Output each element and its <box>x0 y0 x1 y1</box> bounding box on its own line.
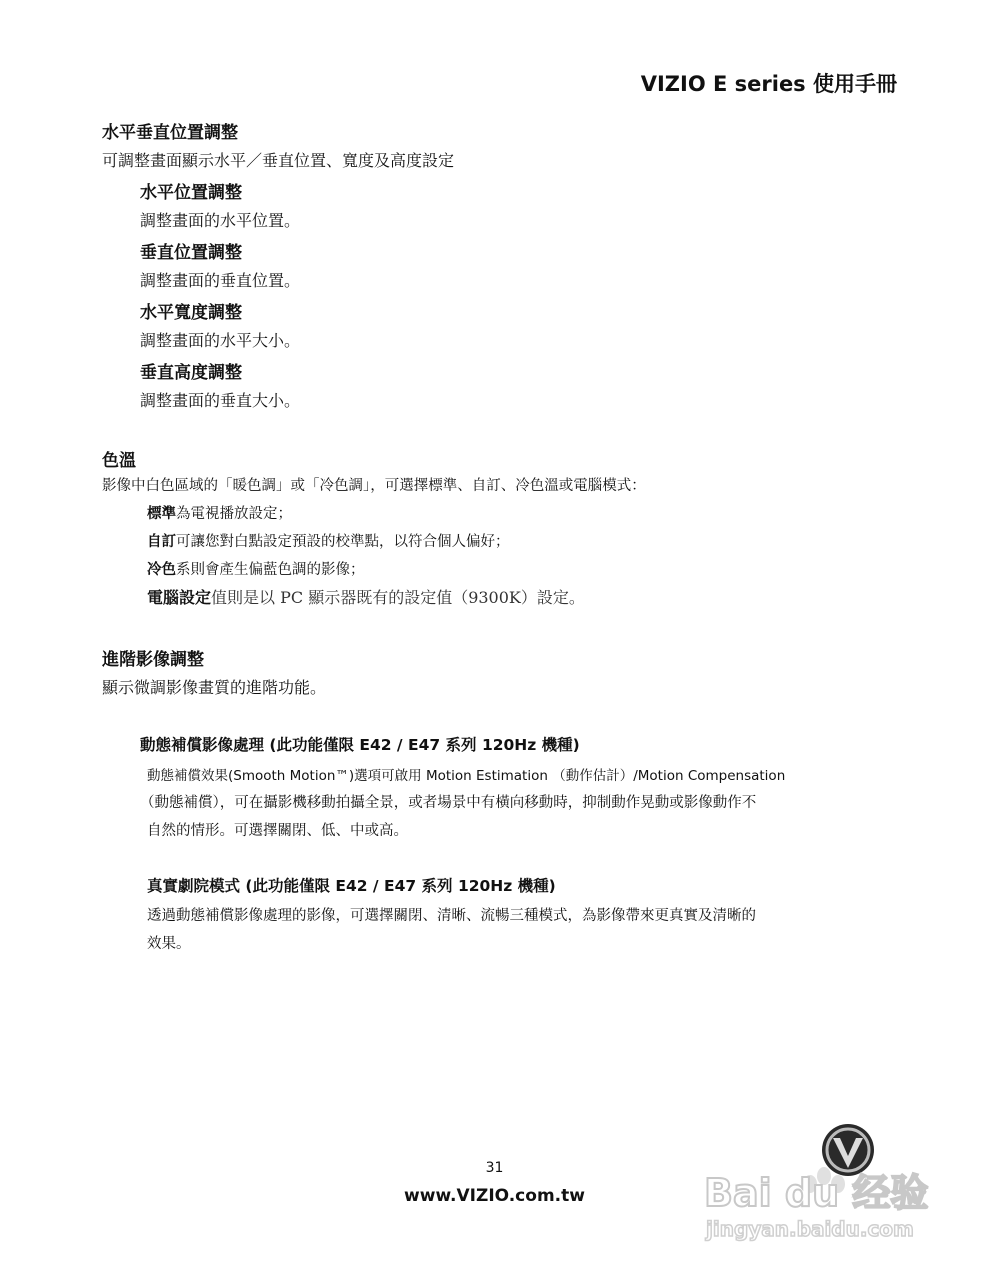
color-temp-desc: 影像中白色區域的「暖色調」或「冷色調」，可選擇標準、自訂、冷色溫或電腦模式： <box>102 478 646 494</box>
motion-line-3: 自然的情形。可選擇關閉、低、中或高。 <box>147 823 408 839</box>
v-height-desc: 調整畫面的垂直大小。 <box>140 391 301 410</box>
h-position-title: 水平位置調整 <box>140 183 242 203</box>
text-computer: 值則是以 PC 顯示器既有的設定值（9300K）設定。 <box>211 588 585 607</box>
advanced-desc: 顯示微調影像畫質的進階功能。 <box>102 678 327 697</box>
term-standard: 標準 <box>147 506 176 522</box>
motion-title: 動態補償影像處理 (此功能僅限 E42 / E47 系列 120Hz 機種) <box>140 736 580 754</box>
color-temp-item-standard <box>147 502 292 523</box>
cinema-title: 真實劇院模式 (此功能僅限 E42 / E47 系列 120Hz 機種) <box>147 877 556 895</box>
header-title: VIZIO E series 使用手冊 <box>640 72 897 96</box>
term-computer: 電腦設定 <box>147 588 212 607</box>
h-position-desc: 調整畫面的水平位置。 <box>140 211 301 230</box>
color-temp-item-custom <box>147 530 510 551</box>
baidu-watermark <box>700 1118 940 1248</box>
h-width-title: 水平寬度調整 <box>140 303 242 323</box>
footer-url: www.VIZIO.com.tw <box>404 1186 585 1206</box>
v-height-title: 垂直高度調整 <box>140 363 242 383</box>
text-standard: 為電視播放設定； <box>176 506 292 522</box>
position-heading: 水平垂直位置調整 <box>102 123 238 143</box>
color-temp-item-computer <box>147 585 585 608</box>
watermark-brand: Bai du 经验 <box>704 1171 929 1215</box>
watermark-url: jingyan.baidu.com <box>706 1217 914 1241</box>
term-custom: 自訂 <box>147 534 176 550</box>
page-number: 31 <box>485 1160 504 1176</box>
cinema-line-2: 效果。 <box>147 936 191 952</box>
baidu-logo-icon <box>700 1118 940 1248</box>
advanced-heading: 進階影像調整 <box>102 650 204 670</box>
motion-line-2: （動態補償），可在攝影機移動拍攝全景，或者場景中有橫向移動時，抑制動作晃動或影像動作不 <box>140 795 757 811</box>
v-position-title: 垂直位置調整 <box>140 243 242 263</box>
v-position-desc: 調整畫面的垂直位置。 <box>140 271 301 290</box>
color-temp-heading: 色溫 <box>102 451 136 471</box>
text-custom: 可讓您對白點設定預設的校準點，以符合個人偏好； <box>176 534 510 550</box>
cinema-line-1: 透過動態補償影像處理的影像，可選擇關閉、清晰、流暢三種模式，為影像帶來更真實及清晰的 <box>147 908 756 924</box>
position-desc: 可調整畫面顯示水平／垂直位置、寬度及高度設定 <box>102 151 455 170</box>
text-cool: 系則會產生偏藍色調的影像； <box>176 562 365 578</box>
motion-line-1: 動態補償效果(Smooth Motion™)選項可啟用 Motion Estimation （動作估計）/Motion Compensation <box>147 768 786 784</box>
term-cool: 冷色 <box>147 562 176 578</box>
color-temp-item-cool <box>147 558 365 579</box>
h-width-desc: 調整畫面的水平大小。 <box>140 331 301 350</box>
